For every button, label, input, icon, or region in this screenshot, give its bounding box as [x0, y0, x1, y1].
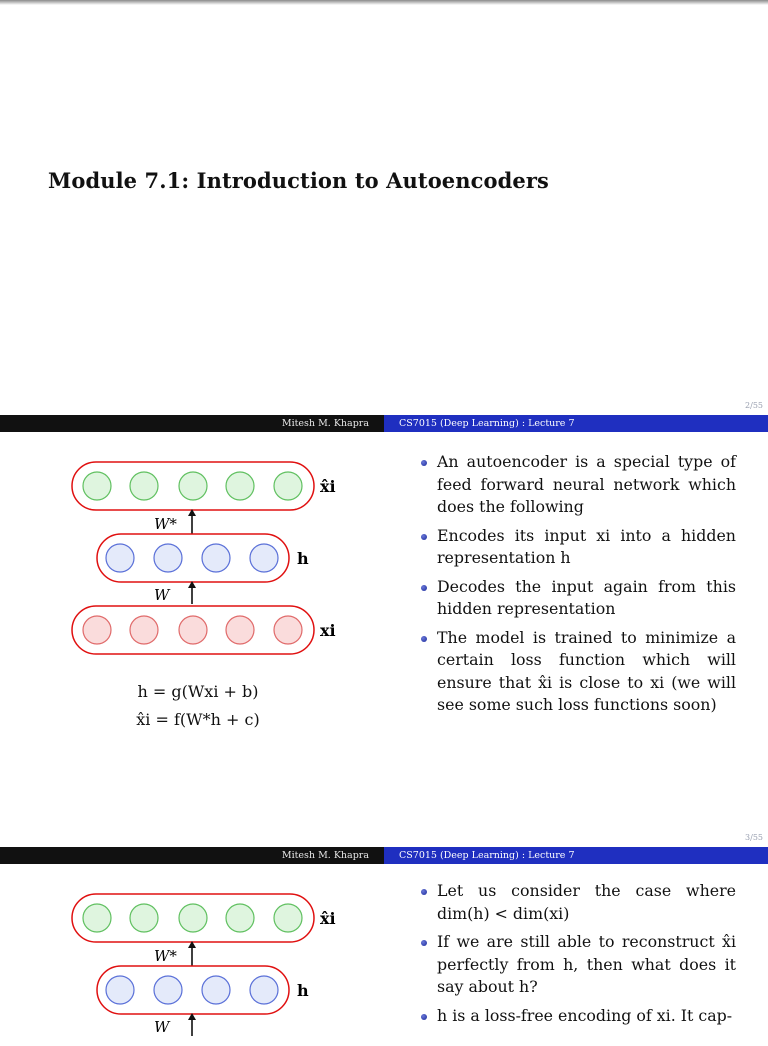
input-node: [83, 616, 111, 644]
slide-footer: [0, 847, 768, 864]
slide-3: [0, 864, 768, 1036]
input-layer-label: xi: [320, 621, 336, 640]
footer-author: Mitesh M. Khapra: [0, 847, 384, 864]
output-node: [226, 472, 254, 500]
bullet-item: Let us consider the case where dim(h) < dim(xi): [420, 880, 736, 925]
autoencoder-diagram: [60, 886, 360, 1046]
output-node: [130, 472, 158, 500]
page-number: 3/55: [745, 833, 763, 842]
encoder-weight-label: W: [154, 1018, 170, 1036]
output-node: [83, 904, 111, 932]
module-title: Module 7.1: Introduction to Autoencoders: [48, 168, 549, 193]
footer-author: Mitesh M. Khapra: [0, 415, 384, 432]
hidden-node: [202, 976, 230, 1004]
output-node: [226, 904, 254, 932]
slide-footer: [0, 415, 768, 432]
slide-2: [0, 432, 768, 846]
output-node: [83, 472, 111, 500]
hidden-node: [250, 544, 278, 572]
slide-1: [0, 0, 768, 415]
output-node: [179, 472, 207, 500]
decoder-weight-label: W*: [154, 515, 177, 533]
input-node: [226, 616, 254, 644]
output-node: [274, 904, 302, 932]
footer-course: CS7015 (Deep Learning) : Lecture 7: [384, 847, 768, 864]
encoder-weight-label: W: [154, 586, 170, 604]
input-node: [130, 616, 158, 644]
bullet-item: An autoencoder is a special type of feed forward neural network which does the following: [420, 451, 736, 519]
input-node: [274, 616, 302, 644]
footer-course: CS7015 (Deep Learning) : Lecture 7: [384, 415, 768, 432]
hidden-layer-label: h: [297, 981, 309, 1000]
decoder-weight-label: W*: [154, 947, 177, 965]
bullet-item: The model is trained to minimize a certain loss function which will ensure that x̂i is close to xi (we will see some such loss functions soon): [420, 627, 736, 717]
output-node: [179, 904, 207, 932]
hidden-node: [106, 544, 134, 572]
hidden-node: [154, 976, 182, 1004]
bullet-list: [420, 451, 736, 723]
autoencoder-diagram: [60, 454, 360, 654]
encode-equation: h = g(Wxi + b): [137, 682, 259, 701]
hidden-node: [154, 544, 182, 572]
bullet-item: h is a loss-free encoding of xi. It cap-: [420, 1005, 736, 1028]
decode-equation: x̂i = f(W*h + c): [136, 710, 260, 729]
hidden-node: [202, 544, 230, 572]
output-node: [130, 904, 158, 932]
bullet-item: If we are still able to reconstruct x̂i perfectly from h, then what does it say about h?: [420, 931, 736, 999]
bullet-item: Decodes the input again from this hidden representation: [420, 576, 736, 621]
input-node: [179, 616, 207, 644]
hidden-node: [106, 976, 134, 1004]
output-layer-label: x̂i: [320, 477, 336, 496]
hidden-node: [250, 976, 278, 1004]
bullet-item: Encodes its input xi into a hidden representation h: [420, 525, 736, 570]
hidden-layer-label: h: [297, 549, 309, 568]
page-number: 2/55: [745, 401, 763, 410]
equations: [48, 678, 348, 734]
output-layer-label: x̂i: [320, 909, 336, 928]
output-node: [274, 472, 302, 500]
bullet-list: [420, 880, 736, 1033]
